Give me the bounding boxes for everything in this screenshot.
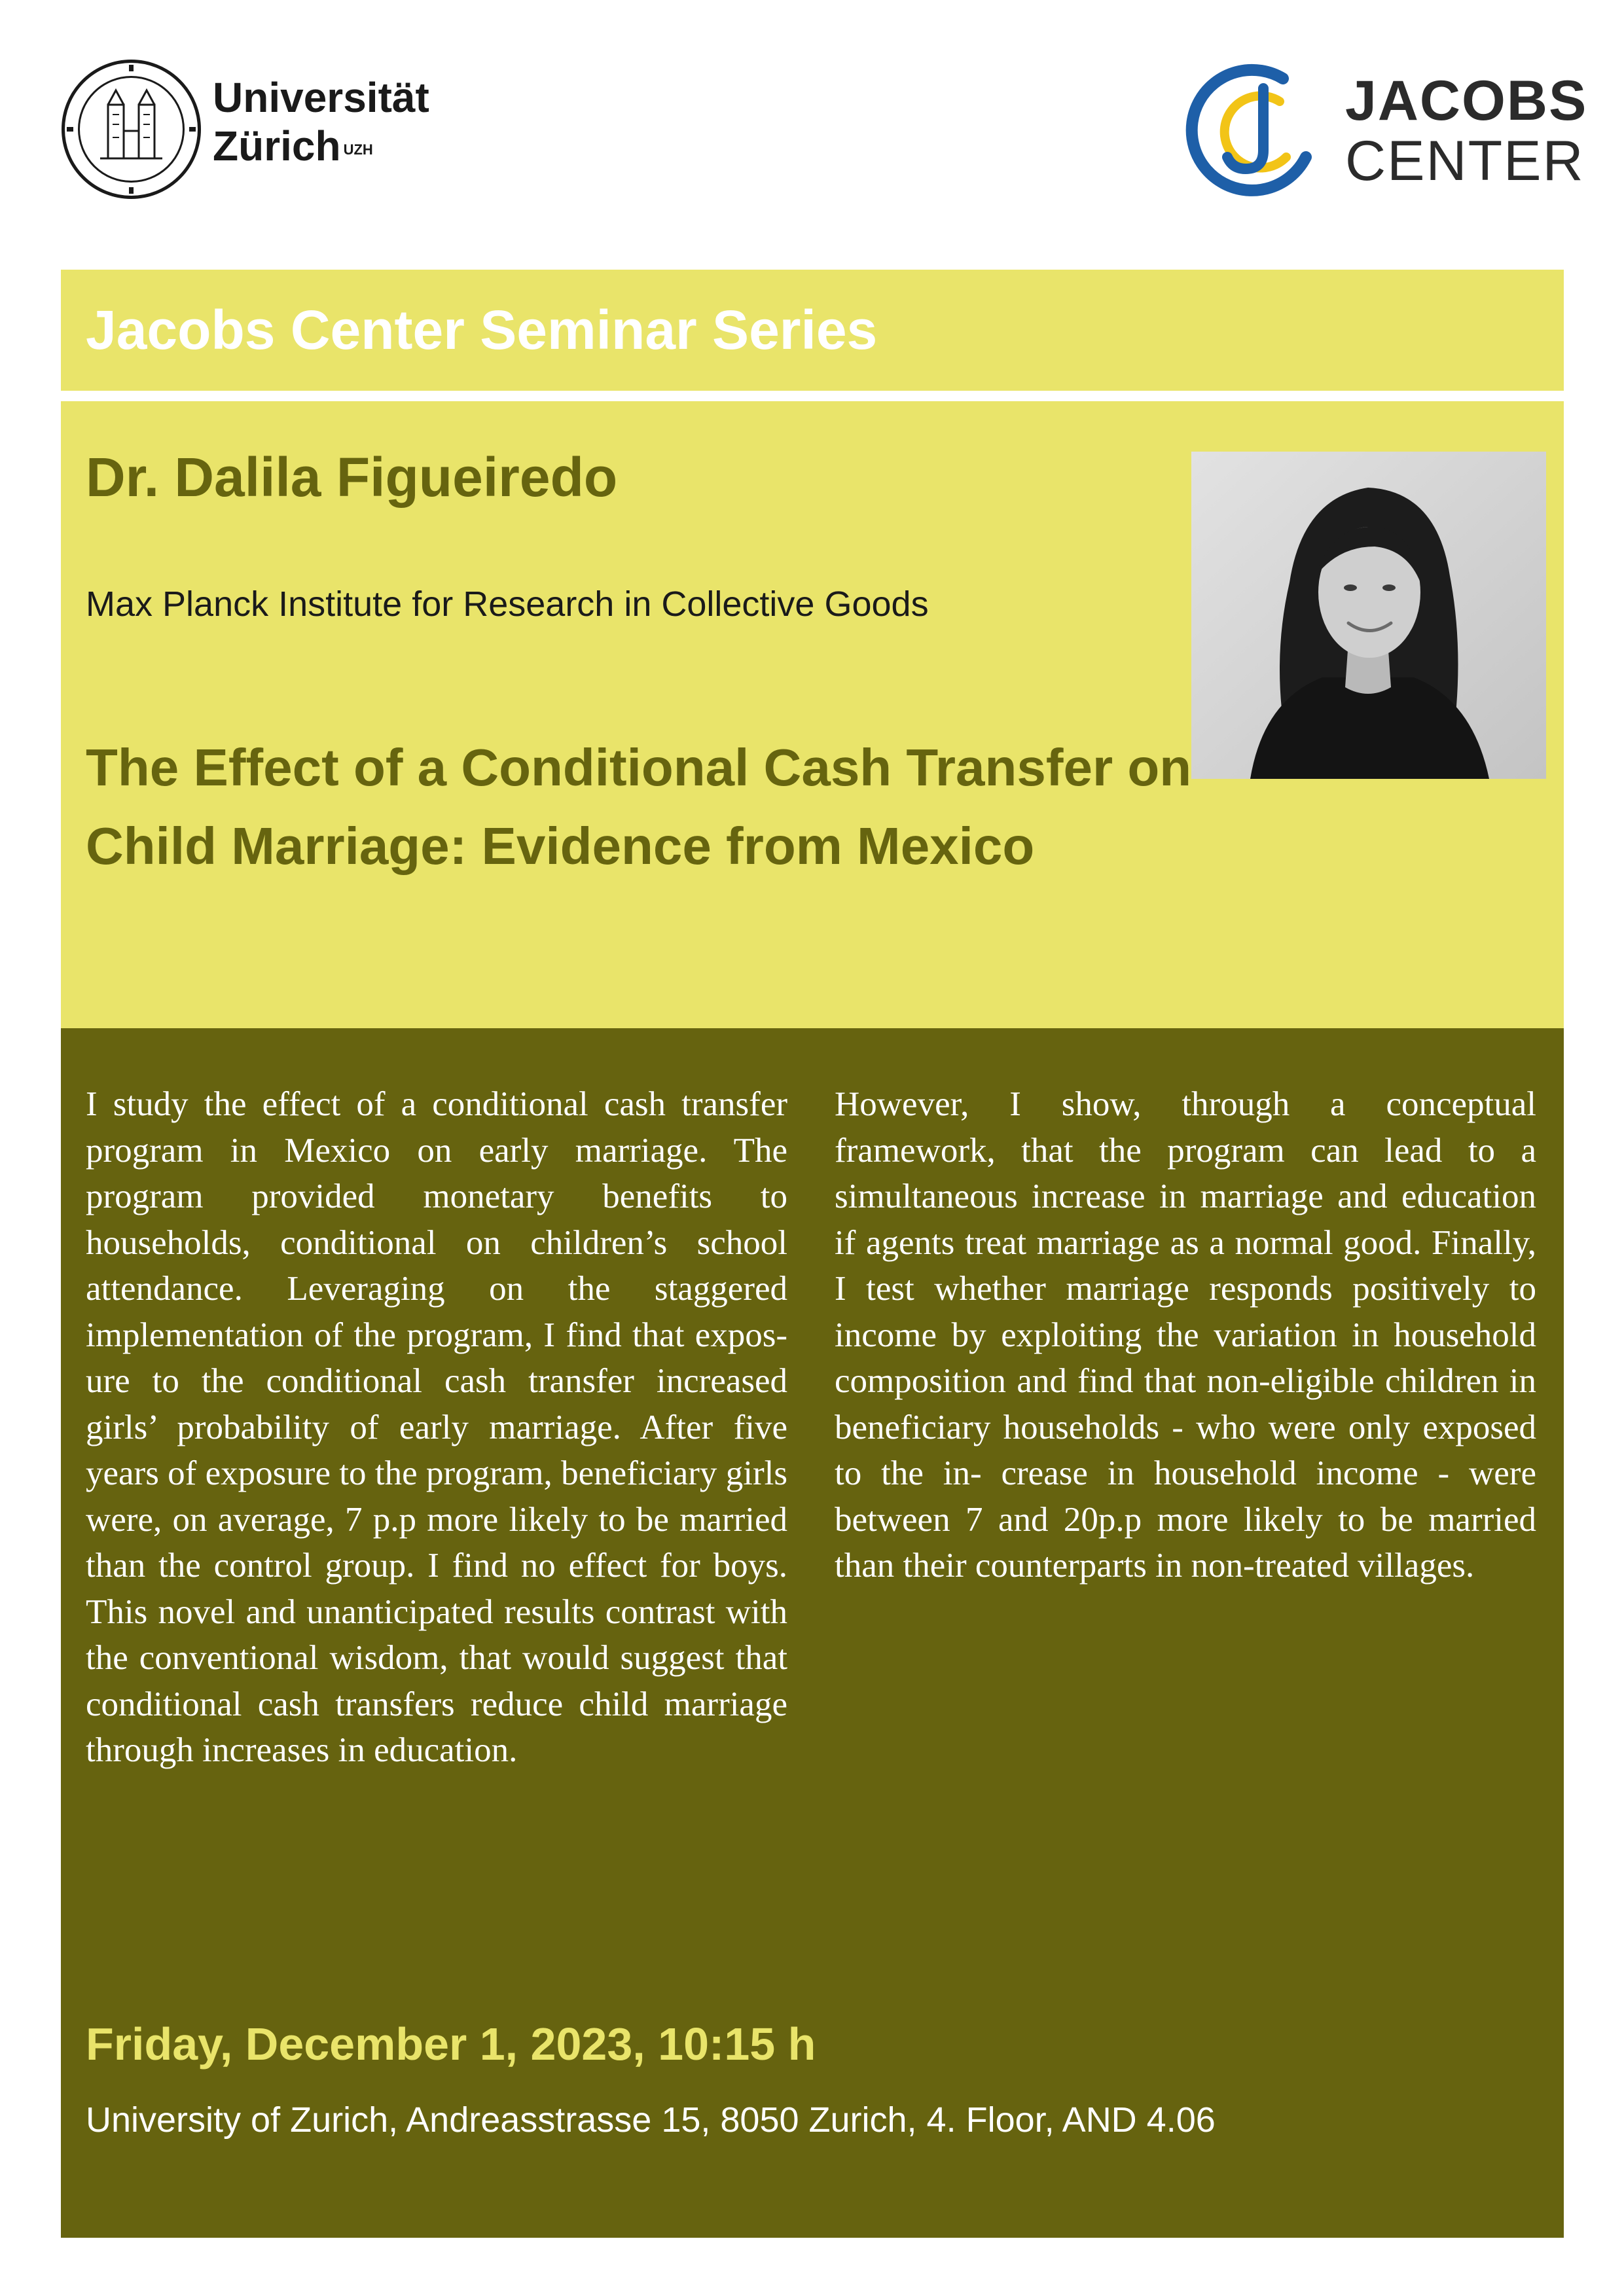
jc-name-line1: JACOBS xyxy=(1345,69,1588,132)
speaker-panel xyxy=(61,401,1564,1028)
uzh-wordmark xyxy=(213,73,429,170)
jc-name-line2: CENTER xyxy=(1345,130,1585,192)
jacobs-center-wordmark xyxy=(1345,71,1587,191)
uzh-superscript: UZH xyxy=(343,141,373,158)
uzh-name-line1: Universität xyxy=(213,74,429,121)
series-title: Jacobs Center Seminar Series xyxy=(86,299,878,361)
event-location: University of Zurich, Andreasstrasse 15, 8050 Zurich, 4. Floor, AND 4.06 xyxy=(86,2100,1216,2140)
abstract-column-1: I study the effect of a conditional cash transfer program in Mexico on early marriage. The program provided monetary benefits to households, conditional on children’s school attendance. Leveraging on the staggered implementation of the program, I find that expos- ure to the conditional cash transfer increased girls’ probability of early marriage. After five years of exposure to the program, beneficiary girls were, on average, 7 p.p more likely to be married than the control group. I find no effect for boys. This novel and unanticipated results contrast with the conventional wisdom, that would suggest that conditional cash transfers reduce child marriage through increases in education. xyxy=(86,1085,787,1769)
speaker-photo xyxy=(1191,452,1546,779)
event-date-time: Friday, December 1, 2023, 10:15 h xyxy=(86,2018,816,2070)
details-panel xyxy=(61,1028,1564,2238)
speaker-institution: Max Planck Institute for Research in Collective Goods xyxy=(86,584,929,624)
series-banner xyxy=(61,270,1564,391)
talk-title: The Effect of a Conditional Cash Transfer on Child Marriage: Evidence from Mexico xyxy=(86,738,1192,875)
uzh-name-line2 xyxy=(213,122,429,170)
uzh-seal-logo xyxy=(61,59,202,200)
speaker-name: Dr. Dalila Figueiredo xyxy=(86,446,618,508)
jacobs-center-logo xyxy=(1182,59,1329,206)
abstract-column-2: However, I show, through a conceptual framework, that the program can lead to a simultaneous increase in marriage and education if agents treat marriage as a normal good. Finally, I test whether marriage responds positively to income by exploiting the variation in household composition and find that non-eligible children in beneficiary households - who were only exposed to the in- crease in household income - were between 7 and 20p.p more likely to be married than their counterparts in non-treated villages. xyxy=(835,1085,1536,1585)
uzh-name-zurich: Zürich xyxy=(213,122,341,170)
